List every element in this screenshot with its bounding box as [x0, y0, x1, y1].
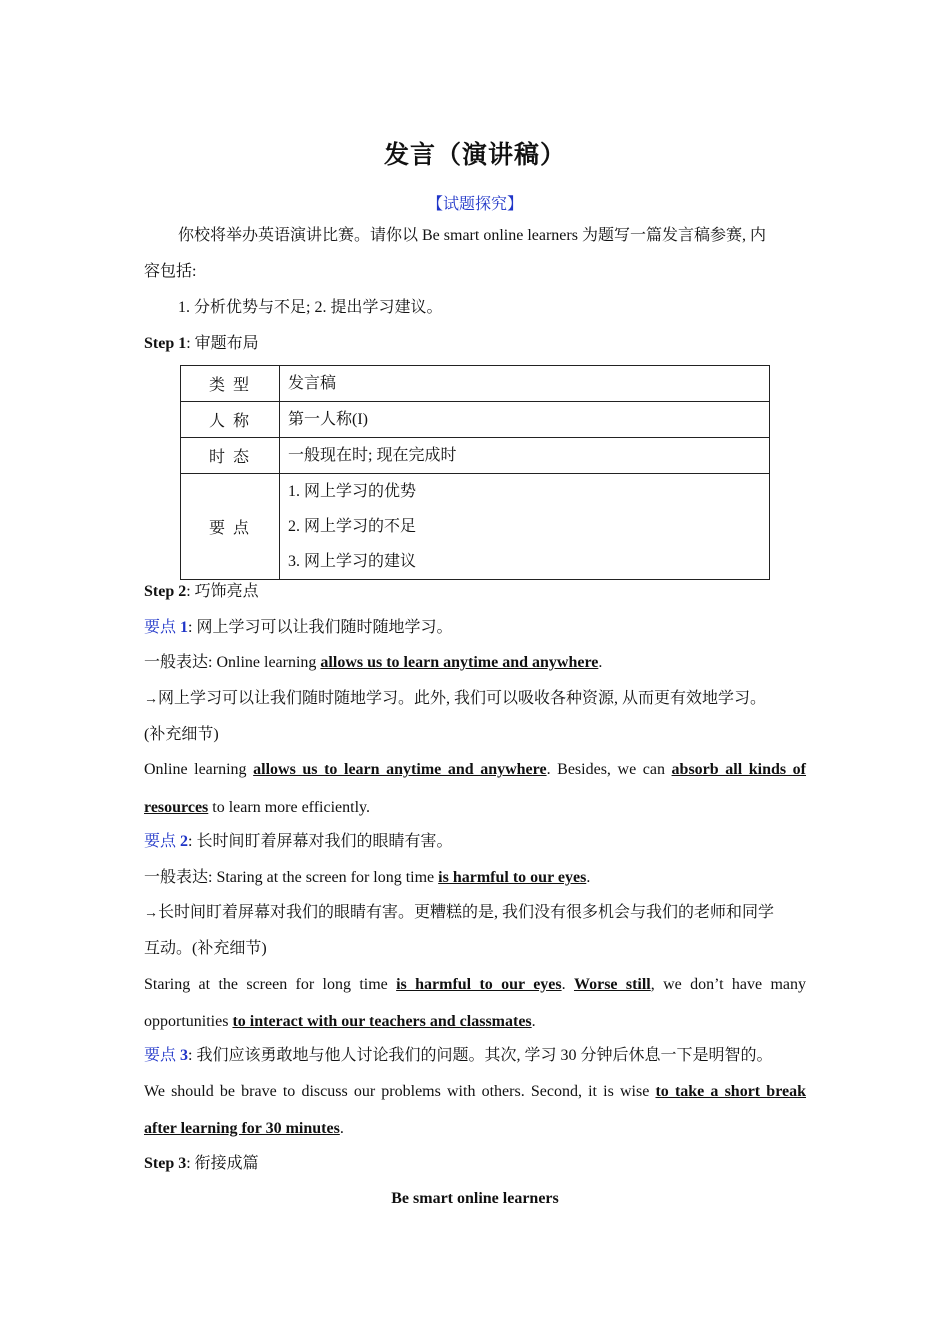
essay-title: Be smart online learners [391, 1190, 559, 1207]
table-row [181, 474, 770, 580]
point1-general-end: . [598, 654, 603, 671]
step2-label: Step 2 [144, 583, 187, 600]
table-key: 类 型 [181, 366, 280, 402]
point1-en-line2 [144, 798, 806, 818]
point1-text: : 网上学习可以让我们随时随地学习。 [188, 619, 453, 636]
point2-cn-line1 [144, 903, 806, 924]
point2-en-a: Staring at the screen for long time [144, 976, 397, 993]
point1-num: 1 [180, 619, 189, 636]
point1-en-highlight2a: absorb all kinds of [671, 761, 807, 778]
point2-general-highlight: is harmful to our eyes [438, 869, 587, 886]
table-key: 时 态 [181, 438, 280, 474]
table-value: 第一人称(I) [280, 402, 770, 438]
step2-heading [144, 582, 806, 602]
point3-text: : 我们应该勇敢地与他人讨论我们的问题。其次, 学习 30 分钟后休息一下是明智的。 [188, 1047, 773, 1064]
point1-general [144, 653, 806, 673]
step3-text: : 衔接成篇 [186, 1155, 259, 1172]
point2-cn-text: 长时间盯着屏幕对我们的眼睛有害。更糟糕的是, 我们没有很多机会与我们的老师和同学 [158, 904, 775, 921]
point2-en-highlight2: Worse still [573, 976, 651, 993]
point2-general [144, 868, 806, 888]
point3-en-line2 [144, 1119, 806, 1139]
point1-en-line1 [144, 760, 806, 780]
point2-en-c: , we don’t have many [650, 976, 807, 993]
point3-en-highlight1b: after learning for 30 minutes [144, 1120, 340, 1137]
table-row [181, 438, 770, 474]
prompt-line-3: 1. 分析优势与不足; 2. 提出学习建议。 [178, 299, 443, 316]
point1-en-highlight2b: resources [144, 799, 209, 816]
point1-general-highlight: allows us to learn anytime and anywhere [320, 654, 599, 671]
point2-text: : 长时间盯着屏幕对我们的眼睛有害。 [188, 833, 453, 850]
point1-cn-line1 [144, 689, 806, 710]
point1-general-prefix: 一般表达: Online learning [144, 654, 321, 671]
point1-tag: 要点 [144, 619, 181, 636]
step2-text: : 巧饰亮点 [186, 583, 259, 600]
point2-en-d: opportunities [144, 1013, 233, 1030]
table-value: 一般现在时; 现在完成时 [280, 438, 770, 474]
point3-num: 3 [180, 1047, 189, 1064]
table-list-item: 1. 网上学习的优势 [288, 483, 417, 500]
section-tag: 【试题探究】 [426, 196, 523, 213]
table-list-item: 3. 网上学习的建议 [288, 553, 417, 570]
point1-heading [144, 618, 806, 638]
point2-en-line2 [144, 1012, 806, 1032]
outline-table [180, 365, 770, 580]
point2-en-line1 [144, 975, 806, 995]
arrow-icon: → [144, 692, 158, 707]
table-value-list [280, 474, 770, 580]
point1-en-b: . Besides, we can [546, 761, 672, 778]
point2-num: 2 [180, 833, 189, 850]
step3-label: Step 3 [144, 1155, 187, 1172]
point2-en-highlight3: to interact with our teachers and classmates [232, 1013, 532, 1030]
point3-tag: 要点 [144, 1047, 181, 1064]
point1-en-highlight1: allows us to learn anytime and anywhere [253, 761, 547, 778]
point3-heading [144, 1046, 806, 1066]
step3-heading [144, 1154, 806, 1174]
table-value: 发言稿 [280, 366, 770, 402]
table-key: 人 称 [181, 402, 280, 438]
point3-en-line1 [144, 1082, 806, 1102]
table-row [181, 402, 770, 438]
point1-en-c: to learn more efficiently. [208, 799, 370, 816]
table-key: 要 点 [181, 474, 280, 580]
prompt-line-1: 你校将举办英语演讲比赛。请你以 Be smart online learners 为题写一篇发言稿参赛, 内 [178, 227, 766, 244]
point2-general-prefix: 一般表达: Staring at the screen for long time [144, 869, 439, 886]
point1-cn-text: 网上学习可以让我们随时随地学习。此外, 我们可以吸收各种资源, 从而更有效地学习。 [158, 690, 767, 707]
table-row [181, 366, 770, 402]
prompt-line-2: 容包括: [144, 263, 197, 280]
point2-cn-line2: 互动。(补充细节) [144, 940, 267, 957]
page-title: 发言（演讲稿） [383, 142, 566, 169]
point3-en-a: We should be brave to discuss our problems with others. Second, it is wise [144, 1083, 656, 1100]
step1-text: : 审题布局 [186, 335, 259, 352]
point2-en-b: . [561, 976, 574, 993]
point2-heading [144, 832, 806, 852]
point1-cn-line2: (补充细节) [144, 726, 219, 743]
step1-heading [144, 334, 806, 354]
table-list-item: 2. 网上学习的不足 [288, 518, 417, 535]
point2-tag: 要点 [144, 833, 181, 850]
point1-en-a: Online learning [144, 761, 254, 778]
point2-general-end: . [586, 869, 591, 886]
step1-label: Step 1 [144, 335, 187, 352]
arrow-icon: → [144, 906, 158, 921]
point2-en-e: . [531, 1013, 536, 1030]
point3-en-b: . [339, 1120, 344, 1137]
point3-en-highlight1a: to take a short break [655, 1083, 807, 1100]
point2-en-highlight1: is harmful to our eyes [396, 976, 562, 993]
